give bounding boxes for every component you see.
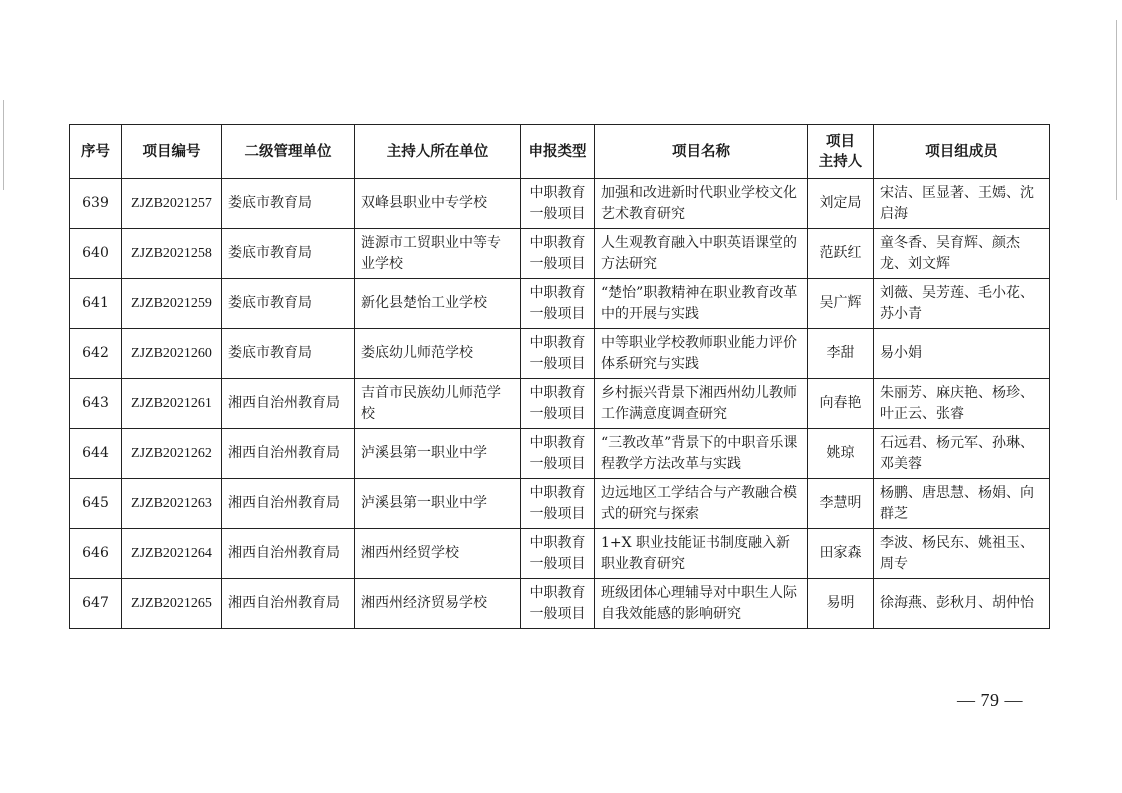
cell-unit: 娄底市教育局 [222,179,355,229]
cell-seq: 640 [70,229,122,279]
cell-host-unit: 涟源市工贸职业中等专业学校 [355,229,521,279]
cell-unit: 湘西自治州教育局 [222,579,355,629]
cell-unit: 娄底市教育局 [222,279,355,329]
cell-seq: 639 [70,179,122,229]
cell-project-name: 班级团体心理辅导对中职生人际自我效能感的影响研究 [595,579,808,629]
cell-host-unit: 湘西州经贸学校 [355,529,521,579]
table-row [70,229,1050,279]
cell-members: 童冬香、吴育辉、颜杰龙、刘文辉 [874,229,1050,279]
cell-seq: 647 [70,579,122,629]
header-host: 项目 主持人 [808,125,874,179]
cell-code: ZJZB2021258 [122,229,222,279]
cell-code: ZJZB2021265 [122,579,222,629]
cell-code: ZJZB2021263 [122,479,222,529]
cell-host-unit: 双峰县职业中专学校 [355,179,521,229]
cell-host: 向春艳 [808,379,874,429]
table-row [70,479,1050,529]
cell-host: 范跃红 [808,229,874,279]
right-edge-mark [1116,20,1117,200]
cell-seq: 642 [70,329,122,379]
cell-members: 朱丽芳、麻庆艳、杨珍、叶正云、张睿 [874,379,1050,429]
cell-project-name: 1+X 职业技能证书制度融入新职业教育研究 [595,529,808,579]
cell-type: 中职教育一般项目 [521,579,595,629]
cell-code: ZJZB2021260 [122,329,222,379]
cell-project-name: 中等职业学校教师职业能力评价体系研究与实践 [595,329,808,379]
cell-host: 李慧明 [808,479,874,529]
cell-members: 宋洁、匡显著、王嫣、沈启海 [874,179,1050,229]
cell-project-name: “三教改革”背景下的中职音乐课程教学方法改革与实践 [595,429,808,479]
cell-code: ZJZB2021257 [122,179,222,229]
table-row [70,579,1050,629]
cell-code: ZJZB2021262 [122,429,222,479]
cell-code: ZJZB2021261 [122,379,222,429]
header-members: 项目组成员 [874,125,1050,179]
cell-unit: 娄底市教育局 [222,229,355,279]
cell-unit: 娄底市教育局 [222,329,355,379]
cell-seq: 646 [70,529,122,579]
cell-members: 易小娟 [874,329,1050,379]
cell-seq: 641 [70,279,122,329]
cell-type: 中职教育一般项目 [521,529,595,579]
cell-type: 中职教育一般项目 [521,179,595,229]
header-seq: 序号 [70,125,122,179]
cell-project-name: 乡村振兴背景下湘西州幼儿教师工作满意度调查研究 [595,379,808,429]
cell-host-unit: 泸溪县第一职业中学 [355,479,521,529]
cell-type: 中职教育一般项目 [521,479,595,529]
cell-seq: 644 [70,429,122,479]
table-row [70,329,1050,379]
cell-host: 姚琼 [808,429,874,479]
cell-unit: 湘西自治州教育局 [222,429,355,479]
cell-members: 刘薇、吴芳莲、毛小花、苏小青 [874,279,1050,329]
cell-members: 石远君、杨元军、孙琳、邓美蓉 [874,429,1050,479]
cell-host: 易明 [808,579,874,629]
cell-unit: 湘西自治州教育局 [222,529,355,579]
cell-host: 吴广辉 [808,279,874,329]
cell-host: 田家森 [808,529,874,579]
table-body [70,179,1050,629]
cell-code: ZJZB2021259 [122,279,222,329]
cell-host-unit: 新化县楚怡工业学校 [355,279,521,329]
cell-project-name: 人生观教育融入中职英语课堂的方法研究 [595,229,808,279]
cell-unit: 湘西自治州教育局 [222,379,355,429]
cell-host-unit: 湘西州经济贸易学校 [355,579,521,629]
table-row [70,179,1050,229]
cell-host-unit: 泸溪县第一职业中学 [355,429,521,479]
header-project-name: 项目名称 [595,125,808,179]
cell-project-name: 边远地区工学结合与产教融合模式的研究与探索 [595,479,808,529]
cell-project-name: “楚怡”职教精神在职业教育改革中的开展与实践 [595,279,808,329]
table-row [70,279,1050,329]
cell-host-unit: 娄底幼儿师范学校 [355,329,521,379]
cell-type: 中职教育一般项目 [521,229,595,279]
cell-host: 李甜 [808,329,874,379]
cell-members: 李波、杨民东、姚祖玉、周专 [874,529,1050,579]
table-row [70,529,1050,579]
cell-members: 徐海燕、彭秋月、胡仲怡 [874,579,1050,629]
cell-type: 中职教育一般项目 [521,279,595,329]
table-header [70,125,1050,179]
header-code: 项目编号 [122,125,222,179]
table-row [70,379,1050,429]
project-table [69,124,1050,629]
cell-members: 杨鹏、唐思慧、杨娟、向群芝 [874,479,1050,529]
header-unit: 二级管理单位 [222,125,355,179]
header-type: 申报类型 [521,125,595,179]
table-row [70,429,1050,479]
cell-seq: 645 [70,479,122,529]
cell-unit: 湘西自治州教育局 [222,479,355,529]
cell-code: ZJZB2021264 [122,529,222,579]
page-number: — 79 — [957,690,1023,710]
cell-host-unit: 吉首市民族幼儿师范学校 [355,379,521,429]
header-row [70,125,1050,179]
cell-type: 中职教育一般项目 [521,429,595,479]
cell-type: 中职教育一般项目 [521,329,595,379]
cell-type: 中职教育一般项目 [521,379,595,429]
header-host-unit: 主持人所在单位 [355,125,521,179]
left-edge-mark [3,100,4,190]
cell-project-name: 加强和改进新时代职业学校文化艺术教育研究 [595,179,808,229]
cell-seq: 643 [70,379,122,429]
cell-host: 刘定局 [808,179,874,229]
